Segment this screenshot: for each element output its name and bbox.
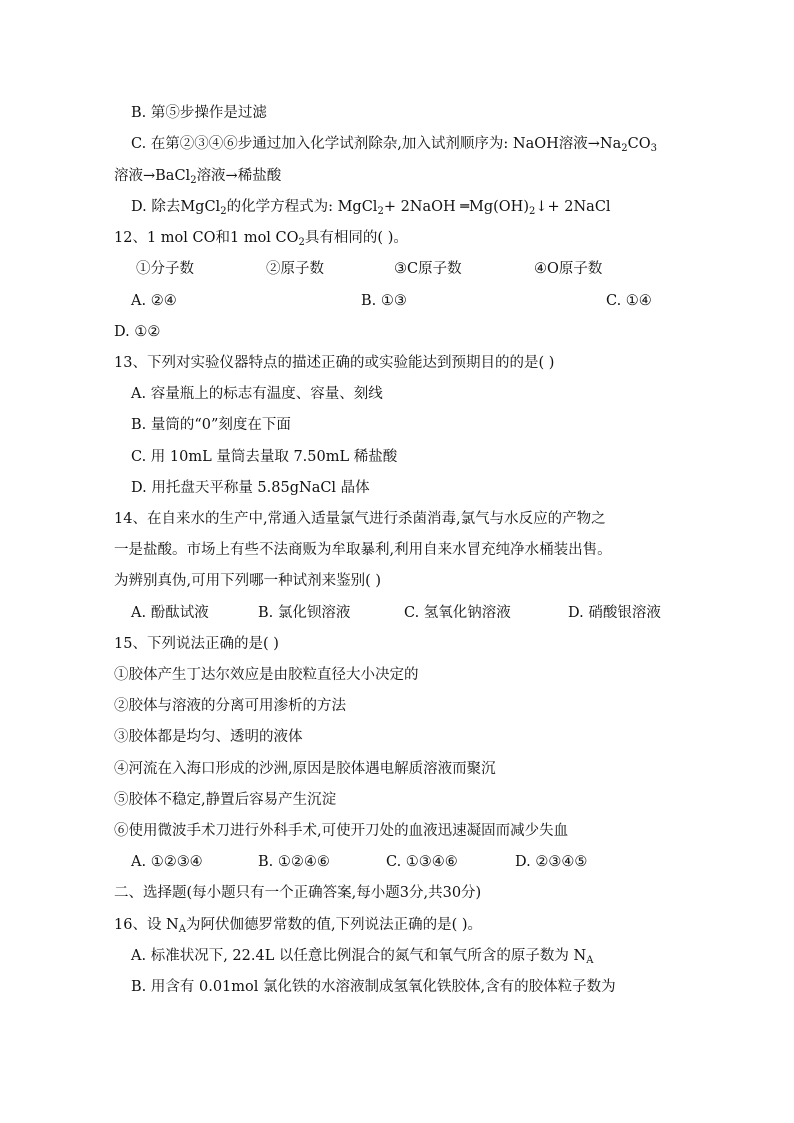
subscript: A — [586, 955, 594, 966]
q15-option-d: D. ②③④⑤ — [515, 854, 588, 870]
q15-statement: ⑤胶体不稳定,静置后容易产生沉淀 — [114, 792, 337, 808]
q13-option-d: D. 用托盘天平称量 5.85gNaCl 晶体 — [131, 480, 370, 496]
q16-option-a-text: A. 标准状况下, 22.4L 以任意比例混合的氮气和氧气所含的原子数为 N — [131, 948, 587, 964]
q11-option-b: B. 第⑤步操作是过滤 — [131, 105, 267, 121]
q12-stem-text: 12、1 mol CO和1 mol CO — [114, 230, 299, 246]
q13-option-c: C. 用 10mL 量筒去量取 7.50mL 稀盐酸 — [131, 449, 398, 465]
q15-option-b: B. ①②④⑥ — [258, 854, 330, 870]
q11-option-c-text: C. 在第②③④⑥步通过加入化学试剂除杂,加入试剂顺序为: NaOH溶液→Na — [131, 136, 622, 152]
q16-stem-text: 16、设 N — [114, 917, 179, 933]
q12-option-c: C. ①④ — [606, 293, 652, 309]
subscript: 2 — [298, 237, 305, 248]
q11-option-c-text: 溶液→BaCl — [114, 168, 191, 184]
subscript: A — [178, 924, 186, 935]
q11-option-c-continued — [114, 166, 281, 186]
q12-items — [0, 259, 794, 279]
q15-stem: 15、下列说法正确的是( ) — [114, 636, 279, 652]
q14-option-c: C. 氢氧化钠溶液 — [404, 605, 511, 621]
subscript: 2 — [621, 143, 628, 154]
q12-option-b: B. ①③ — [361, 293, 407, 309]
q11-option-d-text: 的化学方程式为: MgCl — [226, 199, 378, 215]
q12-item: ②原子数 — [266, 261, 324, 277]
q11-option-c-text: 溶液→稀盐酸 — [196, 168, 282, 184]
q15-statement: ⑥使用微波手术刀进行外科手术,可使开刀处的血液迅速凝固而减少失血 — [114, 823, 569, 839]
q12-stem-text: 具有相同的( )。 — [304, 230, 408, 246]
q12-options — [0, 291, 794, 311]
q11-option-d — [131, 197, 611, 217]
q15-statement: ②胶体与溶液的分离可用渗析的方法 — [114, 698, 346, 714]
subscript: 2 — [190, 175, 197, 186]
q13-option-b: B. 量筒的“0”刻度在下面 — [131, 417, 291, 433]
subscript: 2 — [528, 206, 536, 217]
q15-statement: ④河流在入海口形成的沙洲,原因是胶体遇电解质溶液而聚沉 — [114, 761, 496, 777]
q14-options — [0, 603, 794, 623]
q12-item: ④O原子数 — [534, 261, 603, 277]
q15-option-c: C. ①③④⑥ — [386, 854, 458, 870]
section-heading: 二、选择题(每小题只有一个正确答案,每小题3分,共30分) — [114, 885, 482, 901]
q16-option-b: B. 用含有 0.01mol 氯化铁的水溶液制成氢氧化铁胶体,含有的胶体粒子数为 — [131, 979, 616, 995]
subscript: 3 — [650, 143, 657, 154]
q11-option-c — [131, 134, 657, 154]
q11-option-c-text: CO — [627, 136, 651, 152]
q14-option-d: D. 硝酸银溶液 — [568, 605, 661, 621]
q12-stem — [114, 228, 408, 248]
q15-statement: ③胶体都是均匀、透明的液体 — [114, 729, 303, 745]
q14-option-a: A. 酚酞试液 — [131, 605, 209, 621]
q12-option-d: D. ①② — [114, 324, 161, 340]
subscript: 2 — [220, 206, 227, 217]
q14-stem-line3: 为辨别真伪,可用下列哪一种试剂来鉴别( ) — [114, 573, 382, 589]
q14-stem-line1: 14、在自来水的生产中,常通入适量氯气进行杀菌消毒,氯气与水反应的产物之 — [114, 511, 606, 527]
q12-option-a: A. ②④ — [131, 293, 177, 309]
q16-stem — [114, 915, 482, 935]
q11-option-d-text: ↓+ 2NaCl — [535, 199, 611, 215]
q15-options — [0, 852, 794, 872]
q12-item: ①分子数 — [136, 261, 194, 277]
subscript: 2 — [377, 206, 384, 217]
q11-option-d-text: + 2NaOH ═Mg(OH) — [383, 199, 529, 215]
q14-option-b: B. 氯化钡溶液 — [258, 605, 351, 621]
q14-stem-line2: 一是盐酸。市场上有些不法商贩为牟取暴利,利用自来水冒充纯净水桶装出售。 — [114, 542, 612, 558]
q16-stem-text: 为阿伏伽德罗常数的值,下列说法正确的是( )。 — [185, 917, 483, 933]
q12-item: ③C原子数 — [394, 261, 462, 277]
q13-option-a: A. 容量瓶上的标志有温度、容量、刻线 — [131, 386, 383, 402]
q15-statement: ①胶体产生丁达尔效应是由胶粒直径大小决定的 — [114, 667, 419, 683]
q16-option-a — [131, 946, 593, 966]
q13-stem: 13、下列对实验仪器特点的描述正确的或实验能达到预期目的的是( ) — [114, 355, 555, 371]
q15-option-a: A. ①②③④ — [131, 854, 203, 870]
q11-option-d-text: D. 除去MgCl — [131, 199, 221, 215]
